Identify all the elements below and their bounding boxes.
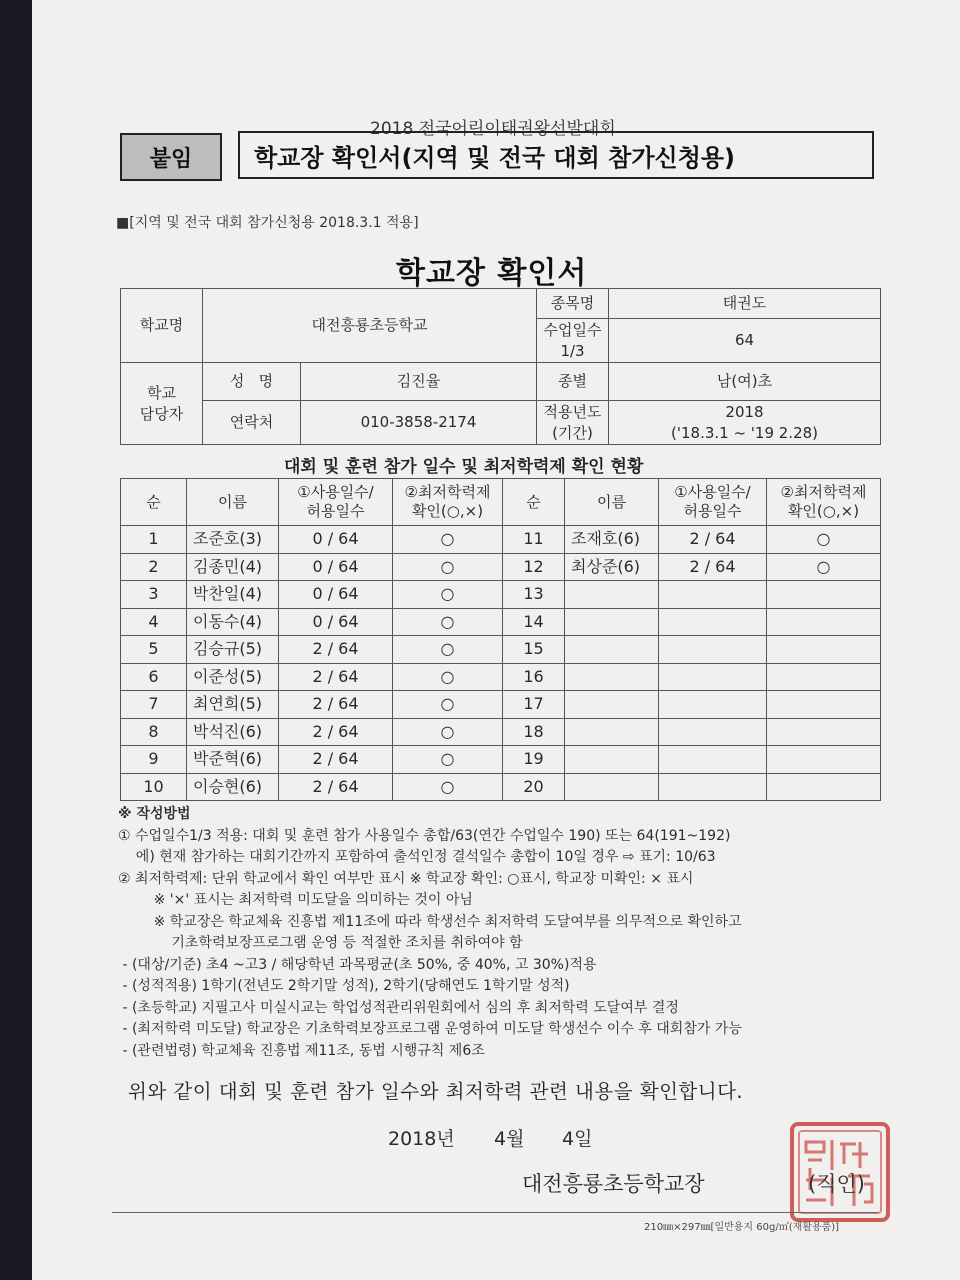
row-name: [565, 581, 659, 609]
row-check: [767, 691, 881, 719]
row-name: 김승규(5): [187, 636, 279, 664]
instruction-line: ① 수업일수1/3 적용: 대회 및 훈련 참가 사용일수 총합/63(연간 수업일수 190) 또는 64(191~192): [118, 827, 731, 844]
row-check: ○: [393, 718, 503, 746]
sport-label: 종목명: [537, 289, 609, 319]
header-no: 순: [121, 479, 187, 526]
row-check: [767, 636, 881, 664]
row-days: 2 / 64: [279, 691, 393, 719]
row-name: 박준혁(6): [187, 746, 279, 774]
row-days: 2 / 64: [659, 526, 767, 554]
school-days-value: 64: [609, 319, 881, 363]
row-days: 2 / 64: [279, 636, 393, 664]
row-days: 0 / 64: [279, 553, 393, 581]
seal-label: (직인): [808, 1172, 865, 1196]
staff-label: 학교 담당자: [121, 363, 203, 445]
row-name: [565, 608, 659, 636]
row-check: ○: [767, 553, 881, 581]
row-no: 14: [503, 608, 565, 636]
row-check: [767, 581, 881, 609]
instruction-line: ② 최저학력제: 단위 학교에서 확인 여부만 표시 ※ 학교장 확인: ○표시, 학교장 미확인: × 표시: [118, 870, 694, 887]
row-name: 이승현(6): [187, 773, 279, 801]
table-row: [121, 663, 881, 691]
row-days: [659, 608, 767, 636]
instruction-line: ※ 학교장은 학교체육 진흥법 제11조에 따라 학생선수 최저학력 도달여부를 의무적으로 확인하고: [118, 913, 742, 930]
participation-table: [120, 478, 881, 801]
row-no: 5: [121, 636, 187, 664]
row-no: 7: [121, 691, 187, 719]
row-no: 2: [121, 553, 187, 581]
table-row: [121, 581, 881, 609]
row-check: [767, 746, 881, 774]
row-name: [565, 636, 659, 664]
staff-name-value: 김진율: [301, 363, 537, 401]
row-check: ○: [393, 608, 503, 636]
row-name: 김종민(4): [187, 553, 279, 581]
row-days: [659, 691, 767, 719]
row-days: [659, 636, 767, 664]
header-name: 이름: [187, 479, 279, 526]
row-days: 0 / 64: [279, 608, 393, 636]
instructions-heading: ※ 작성방법: [118, 806, 191, 822]
school-name-label: 학교명: [121, 289, 203, 363]
date-day: 4일: [562, 1128, 593, 1150]
instruction-line: - (초등학교) 지필고사 미실시교는 학업성적관리위원회에서 심의 후 최저학력 도달여부 결정: [118, 999, 679, 1016]
row-name: 조준호(3): [187, 526, 279, 554]
row-no: 20: [503, 773, 565, 801]
row-name: [565, 663, 659, 691]
row-check: ○: [767, 526, 881, 554]
row-check: ○: [393, 746, 503, 774]
row-name: 박석진(6): [187, 718, 279, 746]
school-info-table: [120, 288, 881, 445]
row-check: [767, 608, 881, 636]
writing-instructions: [118, 804, 898, 1062]
row-no: 15: [503, 636, 565, 664]
header-days-right: ①사용일수/ 허용일수: [659, 479, 767, 526]
row-no: 18: [503, 718, 565, 746]
row-check: [767, 718, 881, 746]
participation-header-row: [121, 479, 881, 526]
year-value: 2018 ('18.3.1 ~ '19 2.28): [609, 401, 881, 445]
instruction-line: 기초학력보장프로그램 운영 등 적절한 조치를 취하여야 함: [118, 935, 523, 951]
table-row: [121, 553, 881, 581]
row-check: ○: [393, 691, 503, 719]
row-no: 10: [121, 773, 187, 801]
confirmation-statement: 위와 같이 대회 및 훈련 참가 일수와 최저학력 관련 내용을 확인합니다.: [128, 1080, 744, 1103]
row-check: ○: [393, 636, 503, 664]
principal-name: 대전흥룡초등학교장: [522, 1172, 705, 1196]
table-row: [121, 746, 881, 774]
header-days: ①사용일수/ 허용일수: [279, 479, 393, 526]
header-check-right: ②최저학력제 확인(○,×): [767, 479, 881, 526]
row-days: [659, 718, 767, 746]
row-check: ○: [393, 773, 503, 801]
row-name: 조재호(6): [565, 526, 659, 554]
table-row: [121, 718, 881, 746]
row-no: 11: [503, 526, 565, 554]
row-days: 2 / 64: [279, 773, 393, 801]
year-label: 적용년도 (기간): [537, 401, 609, 445]
row-check: [767, 663, 881, 691]
form-subnote: ■[지역 및 전국 대회 참가신청용 2018.3.1 적용]: [116, 215, 419, 231]
date-year: 2018년: [388, 1128, 455, 1150]
row-days: 2 / 64: [279, 746, 393, 774]
row-no: 1: [121, 526, 187, 554]
header-name-right: 이름: [565, 479, 659, 526]
row-name: [565, 718, 659, 746]
row-no: 3: [121, 581, 187, 609]
row-no: 16: [503, 663, 565, 691]
row-no: 6: [121, 663, 187, 691]
row-days: [659, 773, 767, 801]
row-name: [565, 691, 659, 719]
document-title: 학교장 확인서: [396, 256, 588, 291]
row-name: 이준성(5): [187, 663, 279, 691]
row-no: 17: [503, 691, 565, 719]
row-days: 2 / 64: [659, 553, 767, 581]
row-no: 13: [503, 581, 565, 609]
instruction-line: - (관련법령) 학교체육 진흥법 제11조, 동법 시행규칙 제6조: [118, 1042, 485, 1059]
row-days: [659, 663, 767, 691]
row-name: [565, 746, 659, 774]
row-name: 최상준(6): [565, 553, 659, 581]
instruction-line: ※ '×' 표시는 최저학력 미도달을 의미하는 것이 아님: [118, 892, 473, 908]
table-row: [121, 773, 881, 801]
row-days: [659, 581, 767, 609]
table-row: [121, 636, 881, 664]
row-check: ○: [393, 526, 503, 554]
contact-value: 010-3858-2174: [301, 401, 537, 445]
row-name: 박찬일(4): [187, 581, 279, 609]
paper-spec: 210㎜×297㎜[일반용지 60g/㎡(재활용품)]: [644, 1222, 840, 1233]
school-name-value: 대전흥룡초등학교: [203, 289, 537, 363]
row-days: 2 / 64: [279, 718, 393, 746]
footer-divider: [112, 1212, 878, 1213]
contact-label: 연락처: [203, 401, 301, 445]
form-title: 학교장 확인서(지역 및 전국 대회 참가신청용): [238, 131, 874, 179]
row-no: 8: [121, 718, 187, 746]
participation-title: 대회 및 훈련 참가 일수 및 최저학력제 확인 현황: [284, 457, 644, 477]
header-check: ②최저학력제 확인(○,×): [393, 479, 503, 526]
row-days: [659, 746, 767, 774]
instruction-line: - (최저학력 미도달) 학교장은 기초학력보장프로그램 운영하여 미도달 학생선수 이수 후 대회참가 가능: [118, 1021, 742, 1037]
row-no: 4: [121, 608, 187, 636]
row-check: [767, 773, 881, 801]
header-no-right: 순: [503, 479, 565, 526]
instruction-line: 에) 현재 참가하는 대회기간까지 포함하여 출석인정 결석일수 총합이 10일 경우 ⇨ 표기: 10/63: [118, 849, 716, 865]
staff-name-label: 성 명: [203, 363, 301, 401]
row-days: 2 / 64: [279, 663, 393, 691]
school-days-label: 수업일수 1/3: [537, 319, 609, 363]
row-no: 9: [121, 746, 187, 774]
attachment-badge: 붙임: [120, 133, 222, 181]
row-name: 이동수(4): [187, 608, 279, 636]
instruction-line: - (성적적용) 1학기(전년도 2학기말 성적), 2학기(당해연도 1학기말 성적): [118, 978, 570, 994]
row-days: 0 / 64: [279, 526, 393, 554]
table-row: [121, 608, 881, 636]
row-no: 19: [503, 746, 565, 774]
gender-value: 남(여)초: [609, 363, 881, 401]
table-row: [121, 526, 881, 554]
row-days: 0 / 64: [279, 581, 393, 609]
instruction-line: - (대상/기준) 초4 ~고3 / 해당학년 과목평균(초 50%, 중 40%, 고 30%)적용: [118, 956, 597, 973]
row-no: 12: [503, 553, 565, 581]
row-check: ○: [393, 663, 503, 691]
date-month: 4월: [494, 1128, 525, 1150]
row-check: ○: [393, 553, 503, 581]
row-name: 최연희(5): [187, 691, 279, 719]
table-row: [121, 691, 881, 719]
sport-value: 태권도: [609, 289, 881, 319]
event-title: 2018 전국어린이태권왕선발대회: [370, 119, 616, 139]
gender-label: 종별: [537, 363, 609, 401]
row-name: [565, 773, 659, 801]
row-check: ○: [393, 581, 503, 609]
